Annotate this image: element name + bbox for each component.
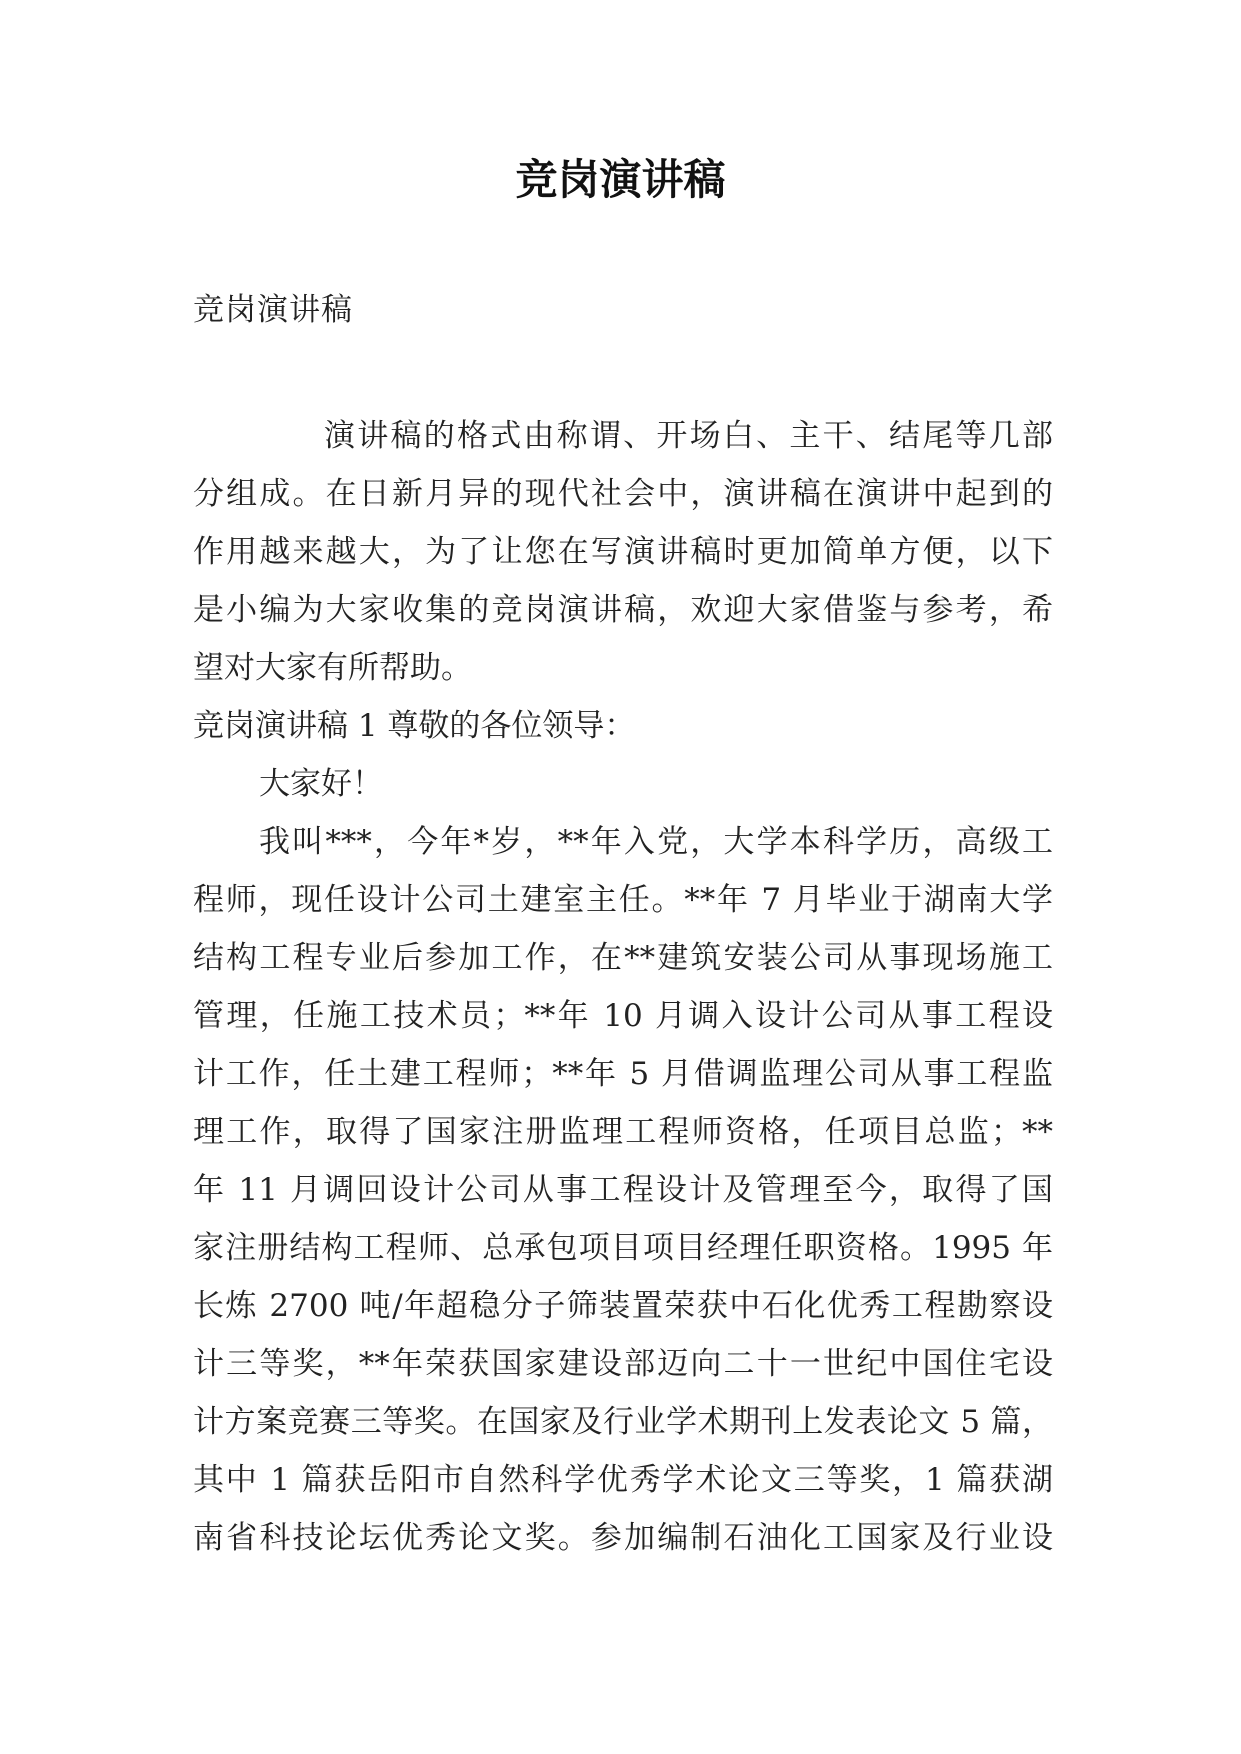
greeting-line: 大家好！: [259, 766, 383, 802]
paragraph-line: 我叫***，今年*岁，**年入党，大学本科学历，高级工: [259, 824, 1053, 860]
paragraph-line: 计方案竞赛三等奖。在国家及行业学术期刊上发表论文 5 篇，: [193, 1404, 1053, 1440]
paragraph-line: 管理，任施工技术员；**年 10 月调入设计公司从事工程设: [193, 998, 1053, 1034]
paragraph-line: 计工作，任土建工程师；**年 5 月借调监理公司从事工程监: [193, 1056, 1053, 1092]
paragraph-line: 计三等奖，**年荣获国家建设部迈向二十一世纪中国住宅设: [193, 1346, 1053, 1382]
paragraph-line: 结构工程专业后参加工作，在**建筑安装公司从事现场施工: [193, 940, 1053, 976]
paragraph-line: 作用越来越大，为了让您在写演讲稿时更加简单方便，以下: [193, 534, 1053, 570]
paragraph-line: 家注册结构工程师、总承包项目项目经理任职资格。1995 年: [193, 1230, 1053, 1266]
paragraph-line: 南省科技论坛优秀论文奖。参加编制石油化工国家及行业设: [193, 1520, 1053, 1556]
paragraph-line: 理工作，取得了国家注册监理工程师资格，任项目总监；**: [193, 1114, 1053, 1150]
paragraph-line: 演讲稿的格式由称谓、开场白、主干、结尾等几部: [324, 418, 1053, 454]
paragraph-line: 年 11 月调回设计公司从事工程设计及管理至今，取得了国: [193, 1172, 1053, 1208]
document-subtitle: 竞岗演讲稿: [193, 292, 353, 328]
paragraph-line: 望对大家有所帮助。: [193, 650, 472, 686]
paragraph-line: 长炼 2700 吨/年超稳分子筛装置荣获中石化优秀工程勘察设: [193, 1288, 1053, 1324]
paragraph-line: 其中 1 篇获岳阳市自然科学优秀学术论文三等奖，1 篇获湖: [193, 1462, 1053, 1498]
paragraph-line: 竞岗演讲稿 1 尊敬的各位领导：: [193, 708, 636, 744]
page-title: 竞岗演讲稿: [515, 155, 726, 204]
document-body: [193, 407, 1053, 1567]
paragraph-line: 程师，现任设计公司土建室主任。**年 7 月毕业于湖南大学: [193, 882, 1053, 918]
paragraph-line: 分组成。在日新月异的现代社会中，演讲稿在演讲中起到的: [193, 476, 1053, 512]
paragraph-line: 是小编为大家收集的竞岗演讲稿，欢迎大家借鉴与参考，希: [193, 592, 1053, 628]
